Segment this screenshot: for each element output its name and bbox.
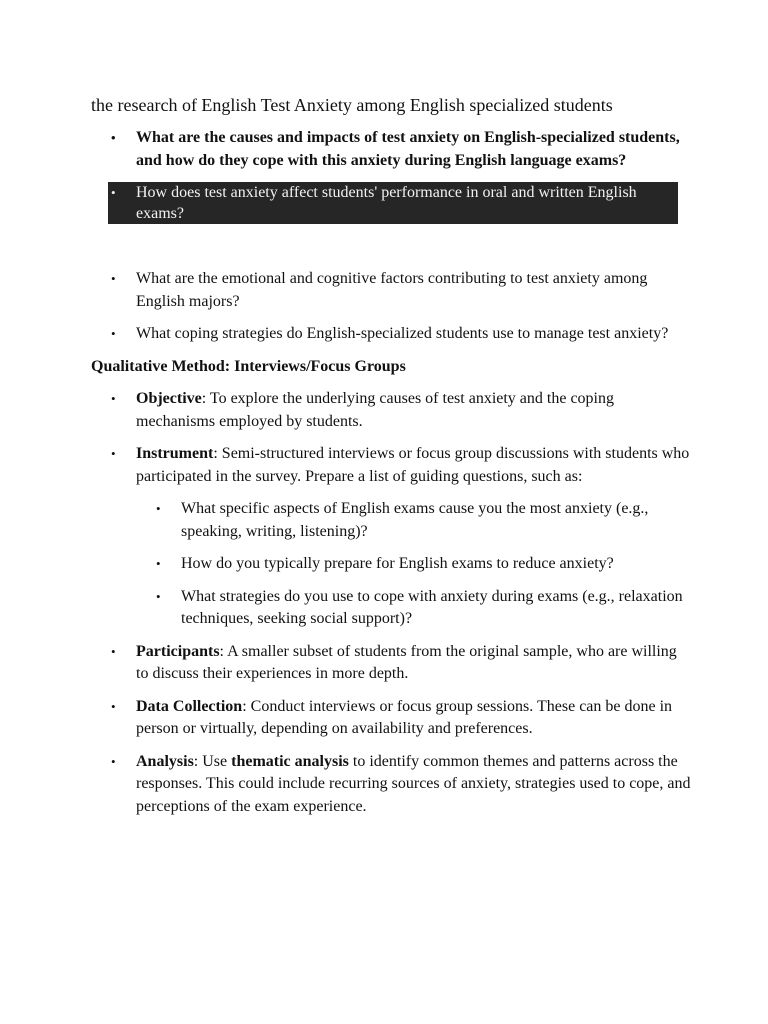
method-label: Participants <box>136 642 220 660</box>
bullet-icon: • <box>156 588 161 604</box>
list-item <box>91 127 691 172</box>
method-item-data-collection <box>91 696 691 741</box>
document-page <box>91 93 691 828</box>
method-text: : Use <box>193 752 232 770</box>
method-label: Data Collection <box>136 697 243 715</box>
bullet-icon: • <box>156 501 161 516</box>
method-label: Instrument <box>136 445 214 462</box>
method-item-analysis <box>91 751 691 819</box>
bullet-icon: • <box>111 446 116 461</box>
research-questions-list <box>91 127 691 172</box>
guiding-question-text: How do you typically prepare for English exams to reduce anxiety? <box>181 555 614 572</box>
question-text: What coping strategies do English-specialized students use to manage test anxiety? <box>136 325 669 342</box>
bullet-icon: • <box>156 556 161 571</box>
list-item <box>91 498 691 543</box>
guiding-questions-list <box>136 498 691 631</box>
list-item <box>91 323 691 346</box>
bullet-icon: • <box>111 753 116 769</box>
method-text: : A smaller subset of students from the original sample, who are willing to discuss their experiences in more depth. <box>136 642 677 682</box>
method-item-instrument <box>91 443 691 631</box>
bullet-icon: • <box>111 391 116 406</box>
method-item-objective <box>91 388 691 433</box>
document-title: the research of English Test Anxiety among English specialized students <box>91 95 613 115</box>
method-item-participants <box>91 641 691 686</box>
question-text: What are the emotional and cognitive factors contributing to test anxiety among English majors? <box>136 270 648 310</box>
method-label: Analysis <box>136 752 194 770</box>
bullet-icon: • <box>111 643 116 659</box>
method-text: : Semi-structured interviews or focus group discussions with students who participated in the survey. Prepare a list of guiding questions, such as: <box>136 445 690 485</box>
method-label: Objective <box>136 390 202 407</box>
bullet-icon: • <box>111 271 116 286</box>
method-text: to identify common themes and patterns across the responses. This could include recurring sources of anxiety, strategies used to cope, and perceptions of the exam experience. <box>136 752 691 815</box>
highlighted-selection[interactable] <box>108 182 678 224</box>
bullet-icon: • <box>111 698 116 714</box>
research-questions-list-continued <box>91 268 691 346</box>
bullet-icon: • <box>111 185 116 200</box>
method-list <box>91 388 691 818</box>
bullet-icon: • <box>111 130 116 145</box>
guiding-question-text: What strategies do you use to cope with anxiety during exams (e.g., relaxation techniques, seeking social support)? <box>181 587 683 627</box>
list-item <box>108 182 678 224</box>
method-text: : Conduct interviews or focus group sessions. These can be done in person or virtually, depending on availability and preferences. <box>136 697 673 737</box>
question-text: How does test anxiety affect students' performance in oral and written English exams? <box>136 184 637 222</box>
section-heading: Qualitative Method: Interviews/Focus Groups <box>91 357 406 375</box>
question-text: What are the causes and impacts of test anxiety on English-specialized students, and how do they cope with this anxiety during English language exams? <box>136 129 680 169</box>
list-item <box>91 586 691 631</box>
list-item <box>91 553 691 576</box>
list-item <box>91 268 691 313</box>
method-emphasis: thematic analysis <box>231 752 349 770</box>
method-text: : To explore the underlying causes of test anxiety and the coping mechanisms employed by students. <box>136 390 614 430</box>
guiding-question-text: What specific aspects of English exams cause you the most anxiety (e.g., speaking, writing, listening)? <box>181 500 649 540</box>
bullet-icon: • <box>111 326 116 341</box>
